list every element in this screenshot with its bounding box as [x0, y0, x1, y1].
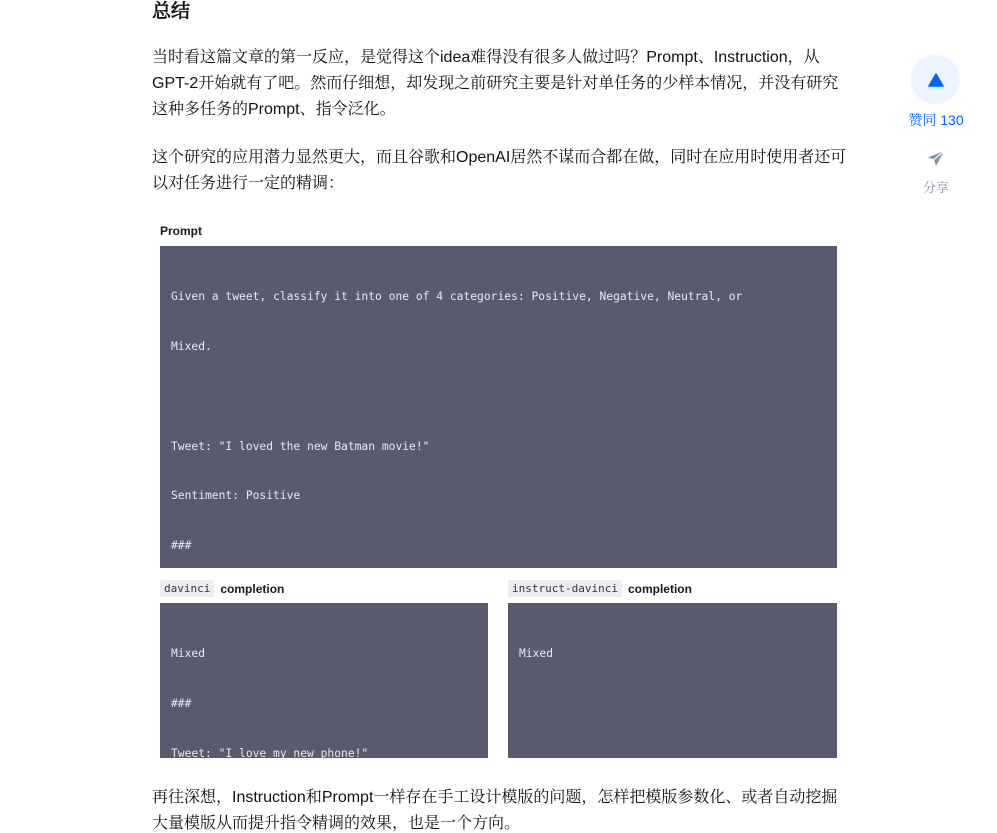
completion-line: Mixed [519, 647, 554, 661]
completion-label: completion [220, 581, 285, 596]
completion-line: Tweet: "I love my new phone!" [171, 746, 369, 758]
instruct-completion-label [508, 580, 692, 597]
prompt-line: Sentiment: Positive [171, 489, 301, 503]
prompt-label: Prompt [160, 224, 202, 238]
completion-line: ### [171, 696, 192, 710]
prompt-box [160, 246, 837, 568]
paragraph-application: 这个研究的应用潜力显然更大，而且谷歌和OpenAI居然不谋而合都在做，同时在应用时使用者还可以对任务进行一定的精调： [152, 149, 847, 192]
davinci-completion-box [160, 603, 488, 758]
completion-line: Mixed [171, 647, 206, 661]
paragraph-intro: 当时看这篇文章的第一反应，是觉得这个idea难得没有很多人做过吗？Prompt、Instruction，从GPT-2开始就有了吧。然而仔细想，却发现之前研究主要是针对单任务的少样本情况，并没有研究这种多任务的Prompt、指令泛化。 [152, 49, 839, 118]
vote-count-label[interactable]: 赞同 130 [908, 112, 964, 128]
paper-plane-icon[interactable] [926, 149, 946, 169]
comparison-figure [152, 216, 846, 770]
davinci-chip: davinci [160, 580, 214, 597]
instruct-davinci-chip: instruct-davinci [508, 580, 622, 597]
prompt-line [171, 389, 826, 406]
triangle-up-icon [928, 73, 944, 87]
prompt-line: Tweet: "I loved the new Batman movie!" [171, 439, 430, 453]
share-button-label[interactable]: 分享 [922, 180, 949, 195]
section-heading: 总结 [152, 1, 191, 22]
prompt-line: Given a tweet, classify it into one of 4 categories: Positive, Negative, Neutral, or [171, 290, 743, 304]
paragraph-outlook: 再往深想，Instruction和Prompt一样存在手工设计模版的问题，怎样把模版参数化、或者自动挖掘大量模版从而提升指令精调的效果，也是一个方向。 [152, 789, 838, 832]
prompt-line: Mixed. [171, 339, 212, 353]
upvote-button[interactable] [911, 55, 960, 104]
prompt-line: ### [171, 539, 192, 553]
instruct-completion-box [508, 603, 837, 758]
davinci-completion-label [160, 580, 284, 597]
completion-label: completion [627, 581, 692, 596]
